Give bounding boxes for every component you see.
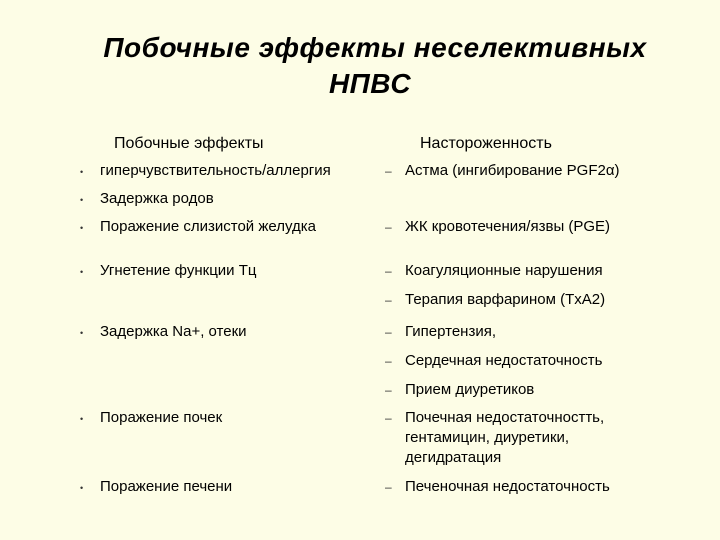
right-item-text: ЖК кровотечения/язвы (PGE)	[405, 218, 611, 235]
right-item-text: Почечная недостаточностть,	[405, 409, 605, 426]
dash-icon: –	[385, 383, 392, 397]
right-item-text: Сердечная недостаточность	[405, 352, 603, 369]
dash-icon: –	[385, 354, 392, 368]
right-item-text: Печеночная недостаточность	[405, 478, 610, 495]
bullet-icon: •	[80, 195, 84, 205]
dash-icon: –	[385, 264, 392, 278]
left-item-text: Поражение почек	[100, 409, 223, 426]
right-item	[385, 261, 603, 281]
bullet-icon: •	[80, 414, 84, 424]
right-item-text-continued: дегидратация	[405, 449, 502, 466]
dash-icon: –	[385, 220, 392, 234]
right-item-text: Прием диуретиков	[405, 381, 535, 398]
right-item-text: Коагуляционные нарушения	[405, 262, 603, 279]
left-item	[80, 261, 256, 281]
right-item-text-continued: гентамицин, диуретики,	[405, 429, 570, 446]
right-item	[385, 290, 605, 310]
dash-icon: –	[385, 480, 392, 494]
left-item-text: гиперчувствительность/аллергия	[100, 162, 331, 179]
right-item-text: Астма (ингибирование PGF2α)	[405, 162, 620, 179]
bullet-icon: •	[80, 267, 84, 277]
right-item	[385, 217, 610, 237]
left-item	[80, 477, 232, 497]
left-item-text: Поражение слизистой желудка	[100, 218, 316, 235]
left-item-text: Поражение печени	[100, 478, 233, 495]
left-item-text: Задержка Na+, отеки	[100, 323, 247, 340]
bullet-icon: •	[80, 167, 84, 177]
left-item	[80, 322, 247, 342]
title-line-2: НПВС	[328, 68, 412, 99]
right-item	[385, 351, 602, 371]
bullet-icon: •	[80, 483, 84, 493]
left-item	[80, 161, 331, 181]
bullet-icon: •	[80, 328, 84, 338]
header-side-effects: Побочные эффекты	[114, 135, 264, 152]
dash-icon: –	[385, 293, 392, 307]
right-item	[385, 380, 534, 400]
right-item	[385, 477, 610, 497]
left-item	[80, 217, 316, 237]
right-item-text: Терапия варфарином (TxA2)	[405, 291, 606, 308]
left-item-text: Угнетение функции Тц	[100, 262, 257, 279]
left-item	[80, 189, 214, 209]
left-item	[80, 408, 222, 428]
dash-icon: –	[385, 164, 392, 178]
right-item	[385, 408, 604, 468]
left-item-text: Задержка родов	[100, 190, 214, 207]
right-item	[385, 161, 620, 181]
right-item-text: Гипертензия,	[405, 323, 497, 340]
dash-icon: –	[385, 411, 392, 425]
slide-title	[0, 30, 720, 102]
dash-icon: –	[385, 325, 392, 339]
header-caution: Настороженность	[420, 135, 552, 152]
right-item	[385, 322, 496, 342]
bullet-icon: •	[80, 223, 84, 233]
title-line-1: Побочные эффекты неселективных	[103, 32, 647, 63]
